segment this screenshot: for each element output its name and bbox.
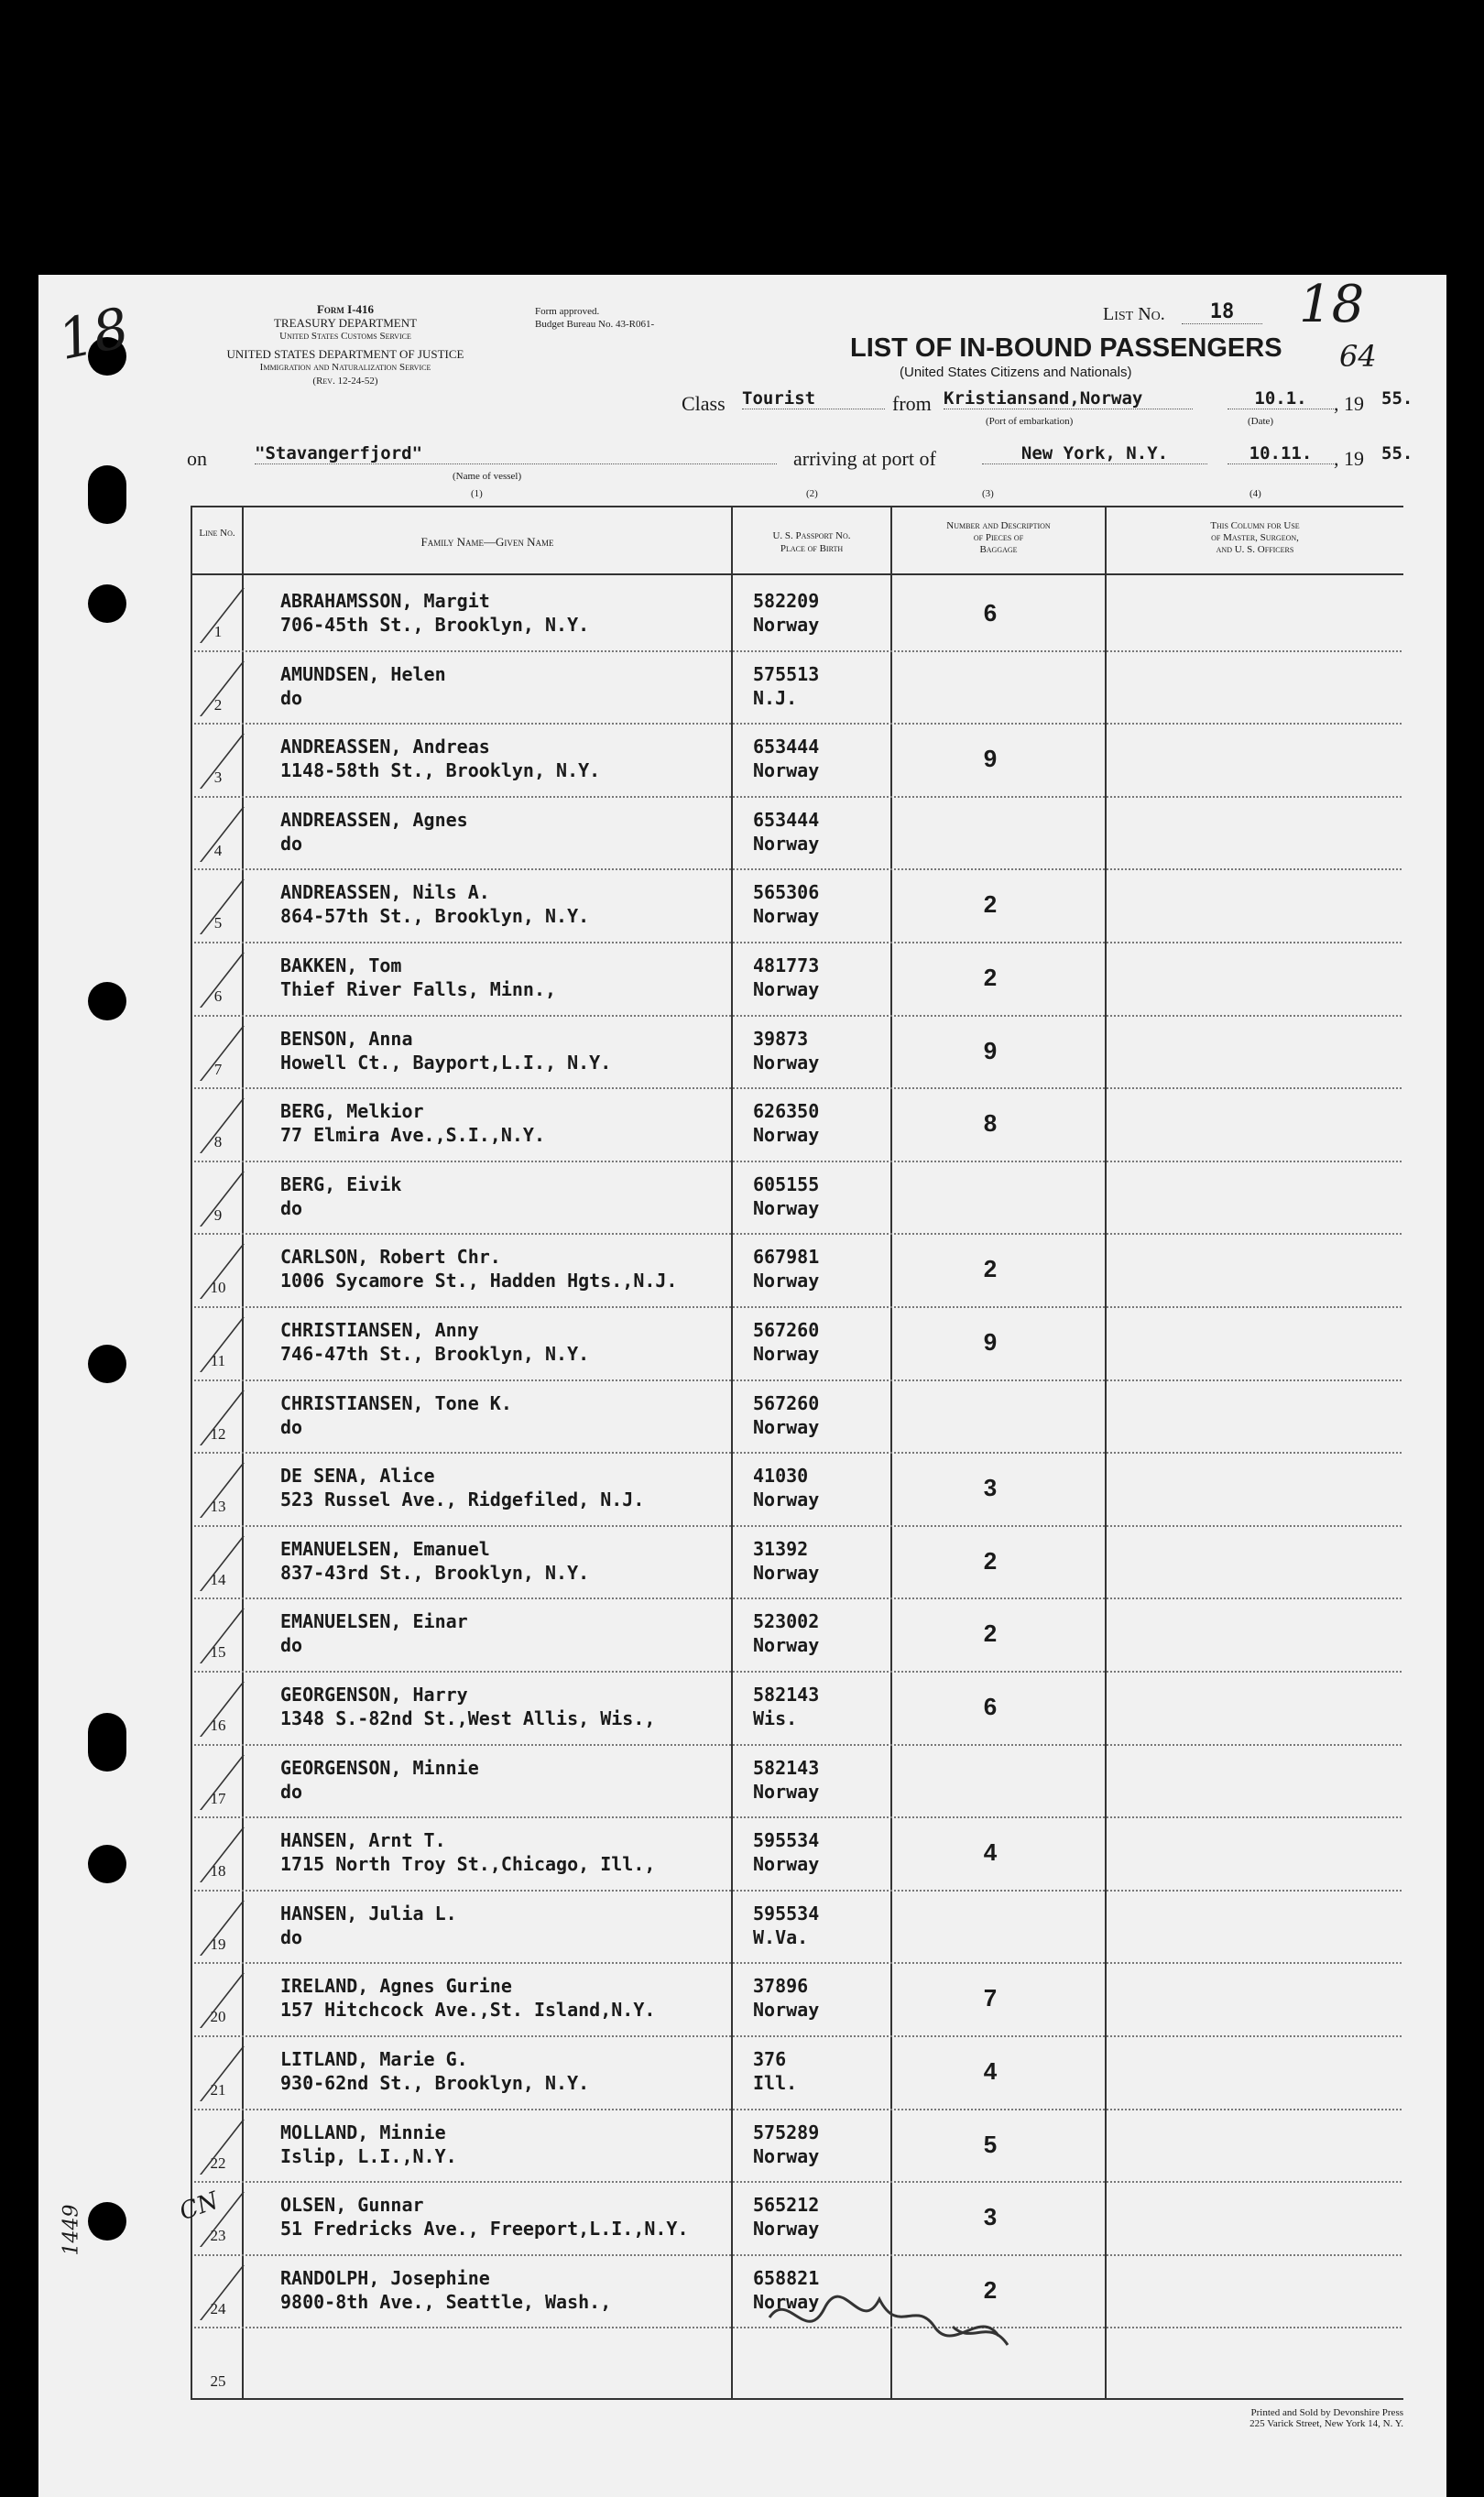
passenger-name: ANDREASSEN, Agnes	[280, 809, 468, 831]
page-subtitle: (United States Citizens and Nationals)	[900, 365, 1132, 380]
line-number: 19	[210, 1935, 226, 1953]
line-number: 8	[213, 1133, 223, 1150]
row-separator	[194, 1233, 1402, 1235]
line-number: 5	[213, 914, 223, 932]
header-line-no: Line No.	[199, 528, 235, 539]
passport-number: 567260	[753, 1319, 820, 1341]
passenger-address: 706-45th St., Brooklyn, N.Y.	[280, 614, 590, 636]
passenger-address: 1148-58th St., Brooklyn, N.Y.	[280, 759, 601, 781]
row-separator	[194, 650, 1402, 652]
from-label: from	[892, 392, 932, 415]
place-of-birth: Norway	[753, 1197, 820, 1219]
place-of-birth: Norway	[753, 1416, 820, 1438]
passenger-address: 746-47th St., Brooklyn, N.Y.	[280, 1343, 590, 1365]
passenger-name: RANDOLPH, Josephine	[280, 2267, 490, 2289]
row-separator	[194, 2181, 1402, 2183]
line-number: 2	[213, 696, 223, 714]
table-bottom-border	[191, 2398, 1403, 2400]
handwritten-annotation: 64	[1339, 339, 1377, 374]
passenger-name: IRELAND, Agnes Gurine	[280, 1975, 512, 1997]
punch-hole	[88, 982, 126, 1020]
header-officers-line3: and U. S. Officers	[1216, 544, 1294, 555]
header-officers-line2: of Master, Surgeon,	[1211, 532, 1299, 543]
header-name: Family Name—Given Name	[420, 535, 554, 549]
place-of-birth: Norway	[753, 1270, 820, 1292]
line-number: 18	[210, 1862, 226, 1880]
baggage-count: 6	[983, 1693, 998, 1720]
passport-number: 653444	[753, 736, 820, 758]
port-of-embarkation-value: Kristiansand,Norway	[944, 388, 1193, 409]
passenger-name: EMANUELSEN, Emanuel	[280, 1538, 490, 1560]
row-separator	[194, 942, 1402, 943]
column-number: (3)	[982, 488, 994, 499]
passenger-name: CHRISTIANSEN, Anny	[280, 1319, 479, 1341]
line-number: 15	[210, 1643, 226, 1661]
place-of-birth: Norway	[753, 1999, 820, 2021]
punch-hole	[88, 1845, 126, 1883]
form-ins: Immigration and Naturalization Service	[259, 362, 431, 373]
header-passport-line1: U. S. Passport No.	[772, 530, 851, 541]
table-top-border	[191, 506, 1403, 507]
passenger-address: do	[280, 1197, 303, 1219]
on-label: on	[187, 447, 207, 470]
place-of-birth: Norway	[753, 1781, 820, 1803]
departure-date-value: 10.1.	[1228, 388, 1334, 409]
row-separator	[194, 1671, 1402, 1673]
passenger-address: do	[280, 1416, 303, 1438]
passenger-name: ABRAHAMSSON, Margit	[280, 590, 490, 612]
passenger-name: CARLSON, Robert Chr.	[280, 1246, 501, 1268]
passenger-name: HANSEN, Arnt T.	[280, 1829, 446, 1851]
list-no-value: 18	[1182, 300, 1262, 324]
passenger-address: 864-57th St., Brooklyn, N.Y.	[280, 905, 590, 927]
place-of-birth: N.J.	[753, 687, 798, 709]
row-separator	[194, 1452, 1402, 1454]
line-number: 16	[210, 1717, 226, 1734]
row-separator	[194, 1816, 1402, 1818]
row-separator	[194, 1744, 1402, 1746]
punch-hole	[88, 1713, 126, 1772]
passport-number: 582143	[753, 1757, 820, 1779]
line-number: 22	[210, 2154, 226, 2172]
passport-number: 567260	[753, 1392, 820, 1414]
passenger-address: 837-43rd St., Brooklyn, N.Y.	[280, 1562, 590, 1584]
baggage-count: 2	[983, 1547, 998, 1575]
form-department: TREASURY DEPARTMENT	[273, 316, 418, 330]
passenger-address: Thief River Falls, Minn.,	[280, 978, 557, 1000]
passport-number: 595534	[753, 1829, 820, 1851]
baggage-count: 2	[983, 1619, 998, 1647]
place-of-birth: Ill.	[753, 2072, 798, 2094]
punch-hole	[88, 465, 126, 524]
passenger-address: do	[280, 833, 303, 855]
line-number: 17	[210, 1790, 226, 1807]
header-officers-line1: This Column for Use	[1210, 520, 1300, 531]
form-number: Form I-416	[316, 302, 375, 316]
baggage-count: 2	[983, 2276, 998, 2304]
line-number: 3	[213, 769, 223, 786]
baggage-count: 6	[983, 599, 998, 627]
punch-hole	[88, 2202, 126, 2241]
handwritten-list-number: 18	[1299, 275, 1365, 334]
passport-number: 39873	[753, 1028, 809, 1050]
line-number: 24	[210, 2300, 226, 2317]
row-separator	[194, 1597, 1402, 1599]
passenger-address: do	[280, 687, 303, 709]
arrival-date-value: 10.11.	[1228, 443, 1334, 464]
row-separator	[194, 868, 1402, 870]
arriving-label: arriving at port of	[793, 447, 936, 470]
header-baggage	[892, 520, 1105, 556]
line-number: 14	[210, 1571, 226, 1588]
line-number: 10	[210, 1279, 226, 1296]
header-baggage-line3: Baggage	[979, 544, 1018, 555]
passport-number: 658821	[753, 2267, 820, 2289]
place-of-birth: Norway	[753, 614, 820, 636]
passenger-address: do	[280, 1634, 303, 1656]
margin-handwritten-number: 18	[52, 295, 135, 374]
margin-code: CN	[176, 2186, 223, 2227]
place-of-birth: Norway	[753, 833, 820, 855]
page-title: LIST OF IN-BOUND PASSENGERS	[850, 333, 1282, 363]
line-number: 12	[210, 1425, 226, 1443]
passenger-name: AMUNDSEN, Helen	[280, 663, 446, 685]
form-approved-label: Form approved.	[535, 306, 600, 317]
row-separator	[194, 1525, 1402, 1527]
baggage-count: 2	[983, 964, 998, 991]
passport-number: 582143	[753, 1684, 820, 1706]
passenger-name: EMANUELSEN, Einar	[280, 1610, 468, 1632]
baggage-count: 7	[983, 1984, 998, 2012]
year-prefix-arrival: , 19	[1334, 447, 1364, 470]
column-number: (1)	[471, 488, 483, 499]
row-separator	[194, 1161, 1402, 1162]
line-number: 13	[210, 1498, 226, 1515]
margin-number: 1449	[60, 2204, 83, 2256]
place-of-birth: Wis.	[753, 1707, 798, 1729]
row-separator	[194, 2254, 1402, 2256]
passport-number: 41030	[753, 1465, 809, 1487]
passport-number: 37896	[753, 1975, 809, 1997]
passport-number: 565212	[753, 2194, 820, 2216]
place-of-birth: Norway	[753, 759, 820, 781]
header-passport-line2: Place of Birth	[780, 543, 844, 554]
passport-number: 565306	[753, 881, 820, 903]
passenger-address: 157 Hitchcock Ave.,St. Island,N.Y.	[280, 1999, 656, 2021]
table-left-border	[191, 506, 192, 2400]
baggage-count: 3	[983, 2203, 998, 2230]
passenger-name: LITLAND, Marie G.	[280, 2048, 468, 2070]
row-separator	[194, 1306, 1402, 1308]
passenger-name: BERG, Melkior	[280, 1100, 424, 1122]
passenger-name: BAKKEN, Tom	[280, 954, 402, 976]
place-of-birth: Norway	[753, 2291, 820, 2313]
header-baggage-line2: of Pieces of	[973, 532, 1024, 543]
place-of-birth: W.Va.	[753, 1926, 809, 1948]
row-separator	[194, 1962, 1402, 1964]
printer-imprint	[1129, 2407, 1403, 2429]
passenger-name: BERG, Eivik	[280, 1173, 402, 1195]
punch-hole	[88, 1345, 126, 1383]
port-caption: (Port of embarkation)	[986, 416, 1074, 427]
baggage-count: 9	[983, 1328, 998, 1356]
punch-hole	[88, 584, 126, 623]
place-of-birth: Norway	[753, 2145, 820, 2167]
line-number: 21	[210, 2081, 226, 2099]
passenger-address: 523 Russel Ave., Ridgefiled, N.J.	[280, 1488, 645, 1510]
line-number: 20	[210, 2008, 226, 2025]
passenger-address: 51 Fredricks Ave., Freeport,L.I.,N.Y.	[280, 2218, 689, 2240]
passport-number: 31392	[753, 1538, 809, 1560]
row-separator	[194, 2109, 1402, 2110]
passenger-name: BENSON, Anna	[280, 1028, 413, 1050]
passport-number: 376	[753, 2048, 787, 2070]
line-number: 4	[213, 842, 223, 859]
printer-line1: Printed and Sold by Devonshire Press	[1250, 2407, 1403, 2418]
vessel-name-value: "Stavangerfjord"	[255, 443, 777, 464]
line-number: 7	[213, 1061, 223, 1078]
place-of-birth: Norway	[753, 1052, 820, 1074]
form-identity-block	[185, 302, 506, 388]
list-no-label: List No.	[1103, 304, 1165, 324]
form-service: United States Customs Service	[279, 331, 411, 342]
date-caption: (Date)	[1248, 416, 1274, 427]
passenger-address: 9800-8th Ave., Seattle, Wash.,	[280, 2291, 612, 2313]
row-separator	[194, 796, 1402, 798]
form-approval	[535, 305, 654, 331]
passenger-name: MOLLAND, Minnie	[280, 2121, 446, 2143]
passenger-name: GEORGENSON, Harry	[280, 1684, 468, 1706]
header-passport	[733, 529, 890, 555]
place-of-birth: Norway	[753, 1488, 820, 1510]
baggage-count: 4	[983, 2057, 998, 2085]
passport-number: 626350	[753, 1100, 820, 1122]
passenger-address: 1348 S.-82nd St.,West Allis, Wis.,	[280, 1707, 656, 1729]
passenger-name: GEORGENSON, Minnie	[280, 1757, 479, 1779]
budget-bureau-number: Budget Bureau No. 43-R061-	[535, 319, 655, 330]
passenger-name: OLSEN, Gunnar	[280, 2194, 424, 2216]
line-number: 25	[210, 2372, 226, 2390]
line-number: 9	[213, 1206, 223, 1224]
passenger-address: 1006 Sycamore St., Hadden Hgts.,N.J.	[280, 1270, 678, 1292]
passenger-name: DE SENA, Alice	[280, 1465, 435, 1487]
baggage-count: 8	[983, 1109, 998, 1137]
place-of-birth: Norway	[753, 2218, 820, 2240]
column-number: (2)	[806, 488, 818, 499]
passenger-address: do	[280, 1781, 303, 1803]
passport-number: 481773	[753, 954, 820, 976]
row-separator	[194, 2035, 1402, 2037]
baggage-count: 5	[983, 2131, 998, 2158]
passport-number: 653444	[753, 809, 820, 831]
class-label: Class	[682, 392, 726, 415]
table-header-border	[191, 573, 1403, 575]
place-of-birth: Norway	[753, 905, 820, 927]
passenger-address: Howell Ct., Bayport,L.I., N.Y.	[280, 1052, 612, 1074]
passenger-name: HANSEN, Julia L.	[280, 1903, 457, 1925]
printer-line2: 225 Varick Street, New York 14, N. Y.	[1249, 2418, 1403, 2429]
passenger-address: Islip, L.I.,N.Y.	[280, 2145, 457, 2167]
arrival-year-value: 55.	[1381, 443, 1413, 463]
passport-number: 575289	[753, 2121, 820, 2143]
baggage-count: 9	[983, 745, 998, 772]
row-separator	[194, 1015, 1402, 1017]
form-department-justice: UNITED STATES DEPARTMENT OF JUSTICE	[226, 347, 464, 361]
passenger-address: 930-62nd St., Brooklyn, N.Y.	[280, 2072, 590, 2094]
departure-year-value: 55.	[1381, 388, 1413, 409]
passenger-name: ANDREASSEN, Nils A.	[280, 881, 490, 903]
form-revision: (Rev. 12-24-52)	[312, 376, 378, 387]
baggage-count: 3	[983, 1474, 998, 1501]
passport-number: 575513	[753, 663, 820, 685]
place-of-birth: Norway	[753, 1124, 820, 1146]
baggage-count: 9	[983, 1037, 998, 1064]
passport-number: 605155	[753, 1173, 820, 1195]
row-separator	[194, 1379, 1402, 1381]
arrival-port-value: New York, N.Y.	[982, 443, 1207, 464]
row-separator	[194, 1087, 1402, 1089]
passport-number: 667981	[753, 1246, 820, 1268]
row-separator	[194, 723, 1402, 725]
passport-number: 523002	[753, 1610, 820, 1632]
handwritten-signature	[760, 2281, 1026, 2354]
year-prefix: , 19	[1334, 392, 1364, 415]
place-of-birth: Norway	[753, 978, 820, 1000]
class-value: Tourist	[742, 388, 885, 409]
header-baggage-line1: Number and Description	[946, 520, 1051, 531]
line-number: 23	[210, 2227, 226, 2244]
baggage-count: 2	[983, 1255, 998, 1282]
passenger-address: 77 Elmira Ave.,S.I.,N.Y.	[280, 1124, 545, 1146]
baggage-count: 4	[983, 1838, 998, 1866]
line-number: 6	[213, 987, 223, 1005]
line-number: 11	[210, 1352, 226, 1369]
place-of-birth: Norway	[753, 1634, 820, 1656]
line-number: 1	[213, 623, 223, 640]
row-separator	[194, 1890, 1402, 1892]
place-of-birth: Norway	[753, 1853, 820, 1875]
baggage-count: 2	[983, 890, 998, 918]
passenger-name: CHRISTIANSEN, Tone K.	[280, 1392, 512, 1414]
passenger-address: do	[280, 1926, 303, 1948]
passenger-name: ANDREASSEN, Andreas	[280, 736, 490, 758]
place-of-birth: Norway	[753, 1343, 820, 1365]
header-officers	[1107, 520, 1403, 556]
column-number: (4)	[1249, 488, 1261, 499]
vessel-caption: (Name of vessel)	[453, 471, 522, 482]
place-of-birth: Norway	[753, 1562, 820, 1584]
passport-number: 582209	[753, 590, 820, 612]
passport-number: 595534	[753, 1903, 820, 1925]
passenger-address: 1715 North Troy St.,Chicago, Ill.,	[280, 1853, 656, 1875]
